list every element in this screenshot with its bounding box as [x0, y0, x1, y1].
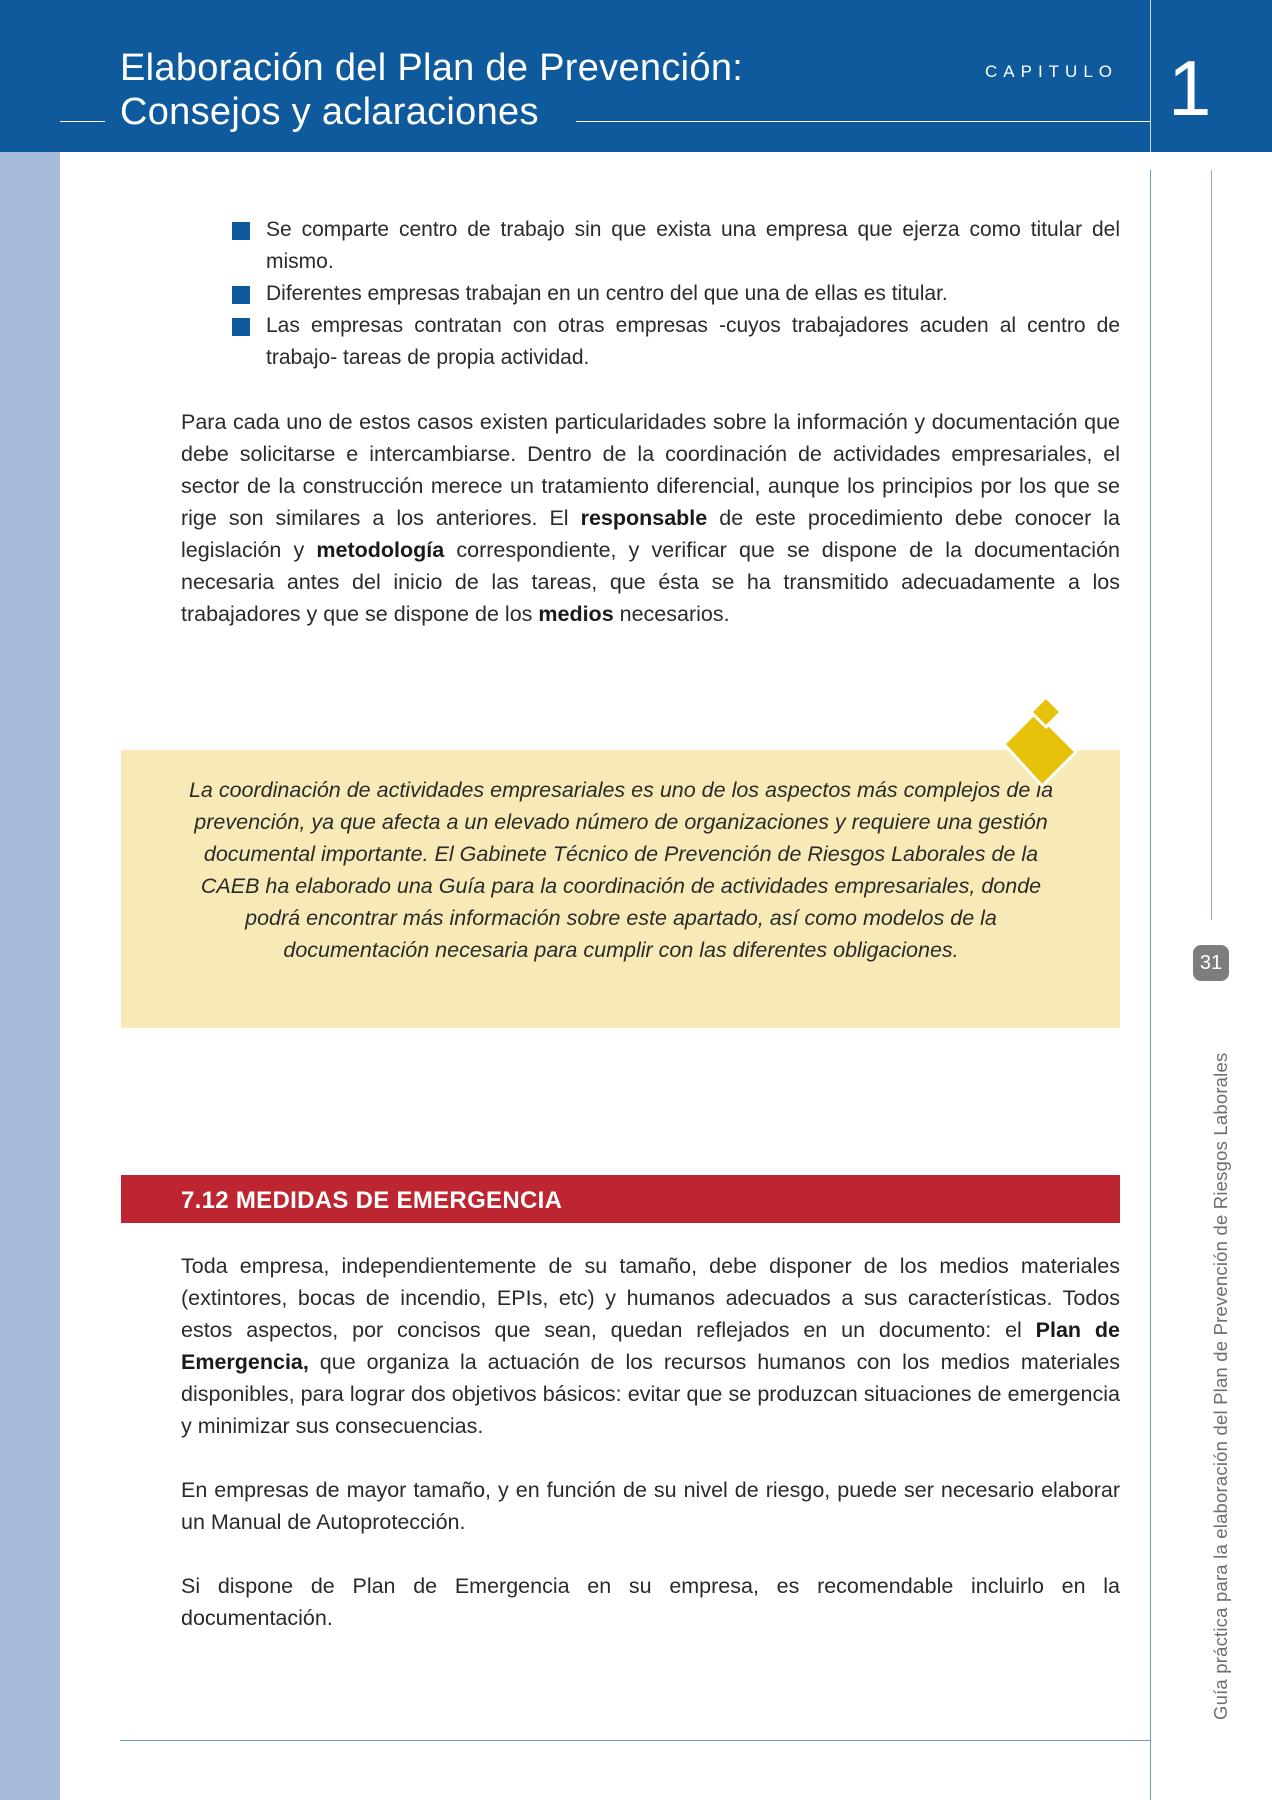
square-bullet-icon — [232, 286, 250, 304]
section-header-bar — [121, 1175, 1120, 1223]
left-margin-band — [0, 152, 60, 1800]
page-title-line1: Elaboración del Plan de Prevención: — [120, 47, 744, 89]
list-item — [232, 278, 1120, 310]
note-corner-icon — [1000, 690, 1084, 790]
guide-title-vertical: Guía práctica para la elaboración del Plan de Prevención de Riesgos Laborales — [1210, 1052, 1231, 1720]
emergency-paragraph-3: Si dispone de Plan de Emergencia en su empresa, es recomendable incluirlo en la documentación. — [181, 1574, 1120, 1630]
sidebar-rule — [1211, 170, 1212, 920]
page-title-line2: Consejos y aclaraciones — [120, 91, 539, 133]
highlight-note-box — [121, 750, 1120, 1028]
list-item-text: Las empresas contratan con otras empresas -cuyos trabajadores acuden al centro de trabajo- tareas de propia actividad. — [266, 314, 1120, 369]
page-number-badge: 31 — [1193, 945, 1229, 981]
list-item-text: Diferentes empresas trabajan en un centro del que una de ellas es titular. — [266, 282, 948, 305]
right-margin-rule — [1150, 170, 1151, 1800]
section-title: 7.12 MEDIDAS DE EMERGENCIA — [181, 1187, 563, 1214]
list-item — [232, 310, 1120, 374]
note-text: La coordinación de actividades empresariales es uno de los aspectos más complejos de la prevención, ya que afecta a un elevado número de organizaciones y requiere una gestión documental importante. El Gabinete Técnico de Prevención de Riesgos Laborales de la CAEB ha elaborado una Guía para la coordinación de actividades empresariales, donde podrá encontrar más información sobre este apartado, así como modelos de la documentación necesaria para cumplir con las diferentes obligaciones. — [188, 778, 1054, 962]
chapter-number: 1 — [1168, 44, 1212, 132]
title-rule-left — [60, 121, 105, 122]
chapter-divider — [1150, 0, 1151, 152]
list-item-text: Se comparte centro de trabajo sin que exista una empresa que ejerza como titular del mismo. — [266, 218, 1120, 273]
footer-rule — [120, 1740, 1150, 1741]
chapter-label: CAPITULO — [985, 62, 1119, 81]
square-bullet-icon — [232, 222, 250, 240]
emergency-paragraph-2: En empresas de mayor tamaño, y en función de su nivel de riesgo, puede ser necesario elaborar un Manual de Autoprotección. — [181, 1478, 1120, 1534]
coordination-paragraph: Para cada uno de estos casos existen particularidades sobre la información y documentación que debe solicitarse e intercambiarse. Dentro de la coordinación de actividades empresariales, el sector de la construcción merece un tratamiento diferencial, aunque los principios por los que se rige son similares a los anteriores. El responsable de este procedimiento debe conocer la legislación y metodología correspondiente, y verificar que se dispone de la documentación necesaria antes del inicio de las tareas, que ésta se ha transmitido adecuadamente a los trabajadores y que se dispone de los medios necesarios. — [181, 410, 1120, 626]
title-rule-right — [576, 121, 1150, 122]
chapter-header — [0, 0, 1272, 152]
list-item — [232, 214, 1120, 278]
square-bullet-icon — [232, 318, 250, 336]
bullet-list — [232, 214, 1120, 374]
emergency-paragraph-1: Toda empresa, independientemente de su tamaño, debe disponer de los medios materiales (extintores, bocas de incendio, EPIs, etc) y humanos adecuados a sus características. Todos estos aspectos, por concisos que sean, quedan reflejados en un documento: el Plan de Emergencia, que organiza la actuación de los recursos humanos con los medios materiales disponibles, para lograr dos objetivos básicos: evitar que se produzcan situaciones de emergencia y minimizar sus consecuencias. — [181, 1254, 1120, 1438]
